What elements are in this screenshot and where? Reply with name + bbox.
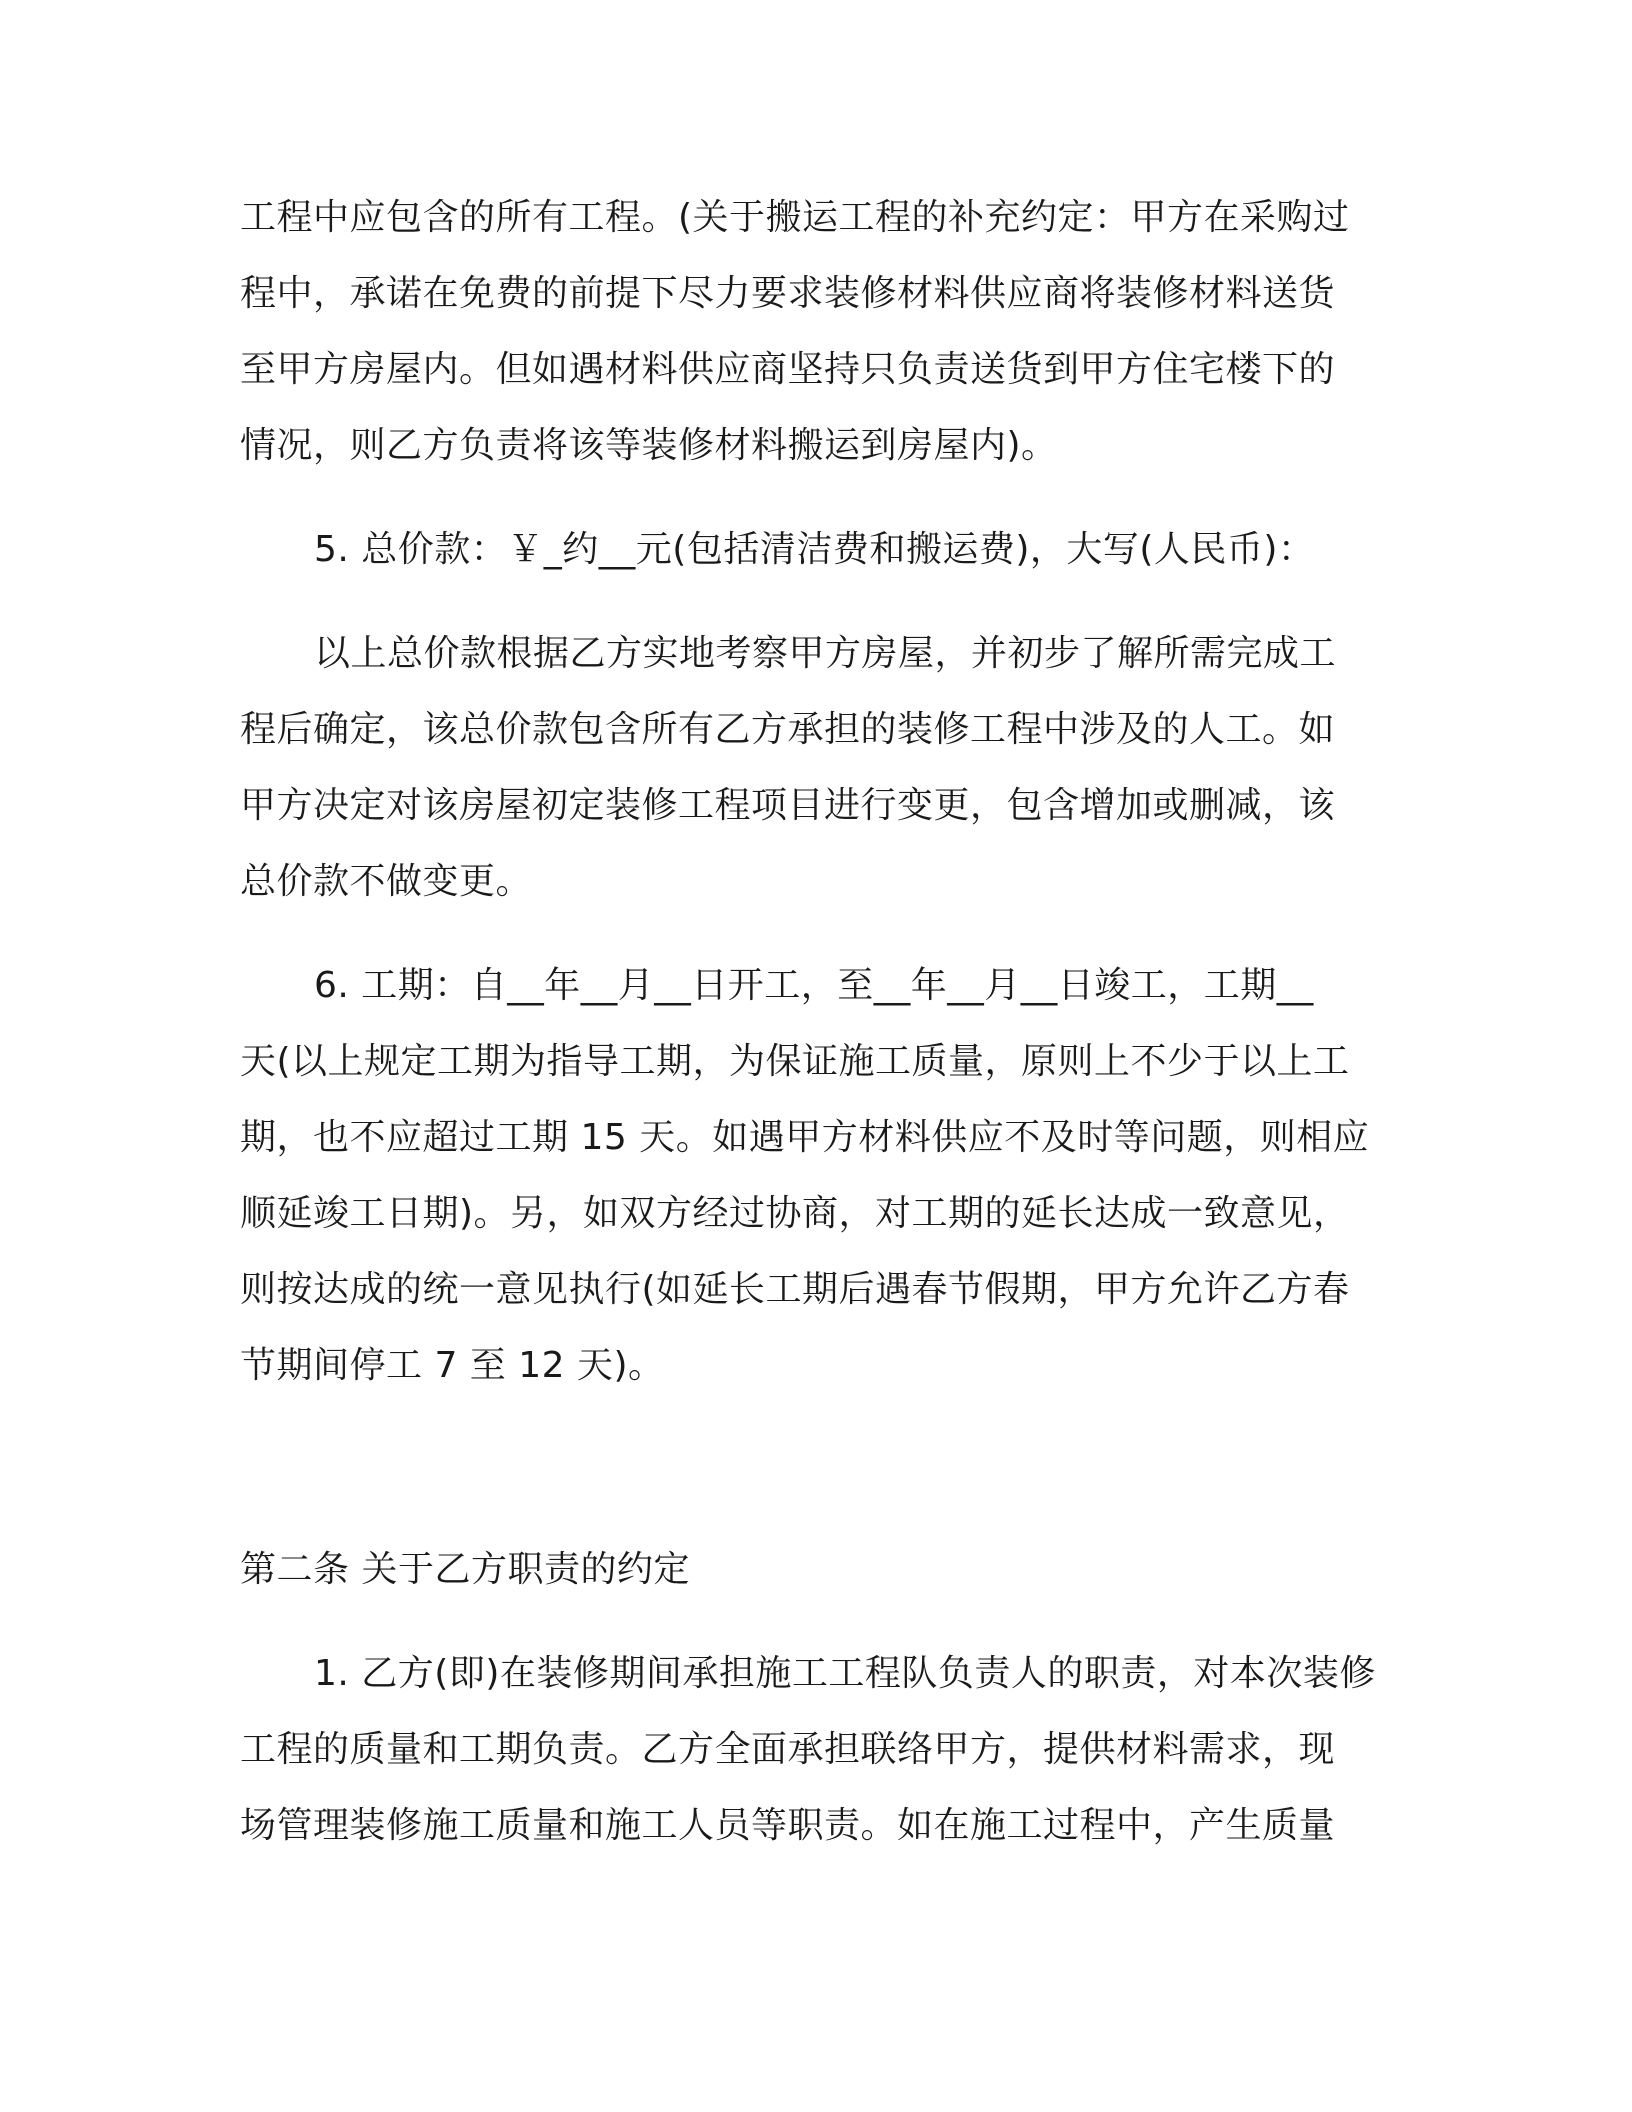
text-line: 期，也不应超过工期 15 天。如遇甲方材料供应不及时等问题，则相应 [240, 1117, 1370, 1158]
text-line: 节期间停工 7 至 12 天)。 [240, 1345, 665, 1386]
text-line: 以上总价款根据乙方实地考察甲方房屋，并初步了解所需完成工 [314, 633, 1337, 674]
text-line: 工程中应包含的所有工程。(关于搬运工程的补充约定：甲方在采购过 [240, 197, 1350, 238]
text-line: 至甲方房屋内。但如遇材料供应商坚持只负责送货到甲方住宅楼下的 [240, 349, 1336, 390]
text-line: 顺延竣工日期)。另，如双方经过协商，对工期的延长达成一致意见， [240, 1193, 1350, 1234]
text-line: 程中，承诺在免费的前提下尽力要求装修材料供应商将装修材料送货 [240, 273, 1336, 314]
text-line: 5. 总价款：￥_约__元(包括清洁费和搬运费)，大写(人民币)： [314, 529, 1315, 570]
text-line: 总价款不做变更。 [240, 861, 533, 902]
text-line: 情况，则乙方负责将该等装修材料搬运到房屋内)。 [240, 425, 1058, 466]
text-line: 则按达成的统一意见执行(如延长工期后遇春节假期，甲方允许乙方春 [240, 1269, 1350, 1310]
text-line: 甲方决定对该房屋初定装修工程项目进行变更，包含增加或删减，该 [240, 785, 1336, 826]
text-line: 6. 工期：自__年__月__日开工，至__年__月__日竣工，工期__ [314, 965, 1314, 1006]
text-line: 场管理装修施工质量和施工人员等职责。如在施工过程中，产生质量 [240, 1805, 1336, 1846]
text-line: 天(以上规定工期为指导工期，为保证施工质量，原则上不少于以上工 [240, 1041, 1350, 1082]
text-line: 1. 乙方(即)在装修期间承担施工工程队负责人的职责，对本次装修 [314, 1653, 1376, 1694]
text-line: 工程的质量和工期负责。乙方全面承担联络甲方，提供材料需求，现 [240, 1729, 1336, 1770]
section-title: 第二条 关于乙方职责的约定 [240, 1549, 690, 1590]
text-line: 程后确定，该总价款包含所有乙方承担的装修工程中涉及的人工。如 [240, 709, 1336, 750]
